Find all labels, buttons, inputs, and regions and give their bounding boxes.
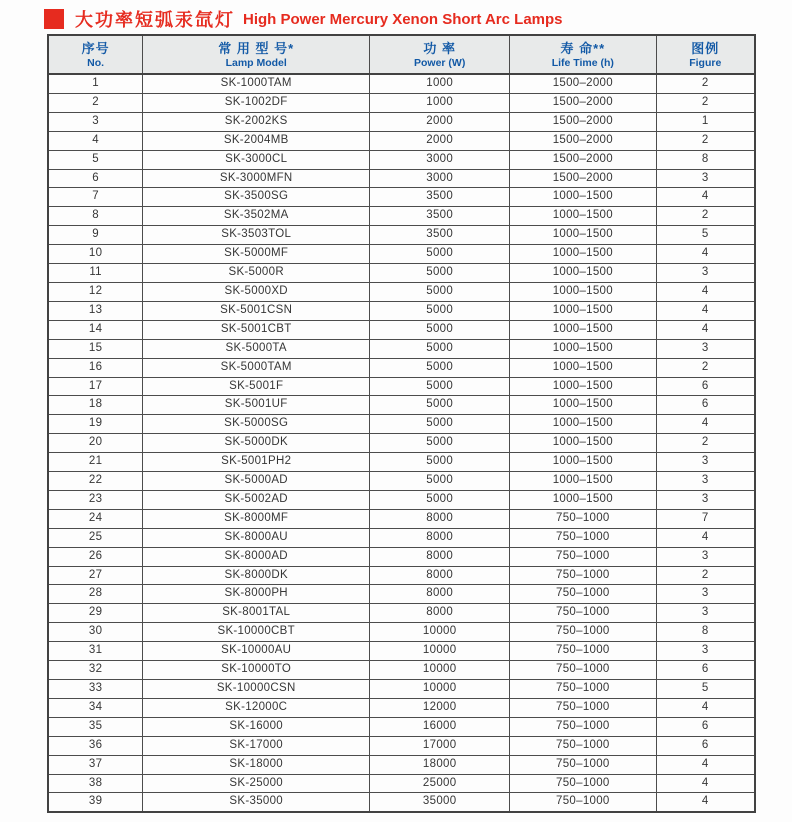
table-row <box>48 698 755 717</box>
cell-figure: 4 <box>656 793 755 812</box>
cell-no: 34 <box>48 698 143 717</box>
table-row <box>48 680 755 699</box>
cell-lamp-model: SK-5000TAM <box>143 358 370 377</box>
cell-no: 28 <box>48 585 143 604</box>
cell-no: 2 <box>48 93 143 112</box>
table-row <box>48 150 755 169</box>
cell-figure: 5 <box>656 226 755 245</box>
cell-figure: 4 <box>656 755 755 774</box>
column-header-figure-en: Figure <box>689 57 722 69</box>
cell-life-time: 750–1000 <box>510 509 656 528</box>
cell-no: 14 <box>48 320 143 339</box>
table-row <box>48 717 755 736</box>
cell-lamp-model: SK-3500SG <box>143 188 370 207</box>
lamp-spec-table <box>47 34 756 813</box>
cell-lamp-model: SK-8000DK <box>143 566 370 585</box>
table-row <box>48 528 755 547</box>
cell-no: 24 <box>48 509 143 528</box>
table-row <box>48 188 755 207</box>
column-header-figure-zh: 图例 <box>691 41 720 56</box>
table-row <box>48 490 755 509</box>
table-row <box>48 377 755 396</box>
table-row <box>48 509 755 528</box>
cell-power: 10000 <box>370 623 510 642</box>
cell-lamp-model: SK-35000 <box>143 793 370 812</box>
cell-power: 5000 <box>370 377 510 396</box>
cell-life-time: 1000–1500 <box>510 264 656 283</box>
column-header-lamp-model <box>143 35 370 74</box>
table-row <box>48 245 755 264</box>
cell-no: 1 <box>48 74 143 93</box>
cell-power: 3500 <box>370 207 510 226</box>
table-row <box>48 339 755 358</box>
cell-life-time: 750–1000 <box>510 717 656 736</box>
cell-lamp-model: SK-10000AU <box>143 642 370 661</box>
table-row <box>48 112 755 131</box>
cell-no: 21 <box>48 453 143 472</box>
cell-lamp-model: SK-17000 <box>143 736 370 755</box>
cell-lamp-model: SK-25000 <box>143 774 370 793</box>
cell-lamp-model: SK-3502MA <box>143 207 370 226</box>
cell-figure: 2 <box>656 566 755 585</box>
column-header-lamp-model-zh: 常 用 型 号* <box>218 41 295 56</box>
cell-power: 10000 <box>370 642 510 661</box>
cell-figure: 3 <box>656 642 755 661</box>
cell-lamp-model: SK-2002KS <box>143 112 370 131</box>
cell-life-time: 750–1000 <box>510 736 656 755</box>
cell-life-time: 1000–1500 <box>510 453 656 472</box>
cell-no: 39 <box>48 793 143 812</box>
cell-power: 3000 <box>370 150 510 169</box>
cell-power: 10000 <box>370 680 510 699</box>
cell-figure: 7 <box>656 509 755 528</box>
cell-lamp-model: SK-8000MF <box>143 509 370 528</box>
column-header-lamp-model-en: Lamp Model <box>225 57 287 69</box>
cell-life-time: 1000–1500 <box>510 490 656 509</box>
cell-life-time: 750–1000 <box>510 623 656 642</box>
table-row <box>48 415 755 434</box>
cell-life-time: 1000–1500 <box>510 377 656 396</box>
cell-lamp-model: SK-5001PH2 <box>143 453 370 472</box>
cell-lamp-model: SK-12000C <box>143 698 370 717</box>
cell-life-time: 750–1000 <box>510 698 656 717</box>
table-row <box>48 642 755 661</box>
cell-power: 16000 <box>370 717 510 736</box>
cell-lamp-model: SK-10000TO <box>143 661 370 680</box>
cell-power: 8000 <box>370 509 510 528</box>
table-row <box>48 472 755 491</box>
table-row <box>48 661 755 680</box>
cell-power: 5000 <box>370 490 510 509</box>
cell-figure: 8 <box>656 623 755 642</box>
cell-no: 38 <box>48 774 143 793</box>
table-row <box>48 207 755 226</box>
cell-no: 33 <box>48 680 143 699</box>
cell-figure: 2 <box>656 434 755 453</box>
table-row <box>48 547 755 566</box>
table-row <box>48 566 755 585</box>
cell-power: 5000 <box>370 358 510 377</box>
cell-no: 31 <box>48 642 143 661</box>
cell-lamp-model: SK-5000TA <box>143 339 370 358</box>
cell-life-time: 1000–1500 <box>510 301 656 320</box>
column-header-no <box>48 35 143 74</box>
cell-figure: 6 <box>656 736 755 755</box>
cell-figure: 4 <box>656 245 755 264</box>
cell-power: 5000 <box>370 282 510 301</box>
cell-no: 16 <box>48 358 143 377</box>
cell-lamp-model: SK-5001CSN <box>143 301 370 320</box>
cell-figure: 4 <box>656 698 755 717</box>
cell-power: 5000 <box>370 320 510 339</box>
cell-power: 8000 <box>370 566 510 585</box>
cell-life-time: 1000–1500 <box>510 245 656 264</box>
cell-power: 5000 <box>370 264 510 283</box>
cell-power: 35000 <box>370 793 510 812</box>
cell-no: 13 <box>48 301 143 320</box>
cell-lamp-model: SK-18000 <box>143 755 370 774</box>
table-row <box>48 623 755 642</box>
cell-power: 5000 <box>370 472 510 491</box>
table-row <box>48 93 755 112</box>
column-header-power-zh: 功 率 <box>423 41 456 56</box>
cell-lamp-model: SK-3503TOL <box>143 226 370 245</box>
cell-no: 35 <box>48 717 143 736</box>
table-row <box>48 396 755 415</box>
cell-figure: 4 <box>656 301 755 320</box>
cell-power: 17000 <box>370 736 510 755</box>
cell-lamp-model: SK-2004MB <box>143 131 370 150</box>
cell-figure: 2 <box>656 74 755 93</box>
cell-life-time: 1500–2000 <box>510 112 656 131</box>
cell-figure: 1 <box>656 112 755 131</box>
cell-figure: 3 <box>656 472 755 491</box>
cell-figure: 3 <box>656 453 755 472</box>
cell-no: 20 <box>48 434 143 453</box>
cell-power: 3500 <box>370 226 510 245</box>
cell-no: 5 <box>48 150 143 169</box>
column-header-power <box>370 35 510 74</box>
cell-no: 17 <box>48 377 143 396</box>
cell-lamp-model: SK-5000XD <box>143 282 370 301</box>
cell-no: 23 <box>48 490 143 509</box>
cell-no: 8 <box>48 207 143 226</box>
cell-life-time: 1000–1500 <box>510 472 656 491</box>
cell-power: 12000 <box>370 698 510 717</box>
cell-power: 5000 <box>370 396 510 415</box>
cell-figure: 3 <box>656 604 755 623</box>
cell-power: 5000 <box>370 453 510 472</box>
cell-life-time: 750–1000 <box>510 755 656 774</box>
cell-lamp-model: SK-16000 <box>143 717 370 736</box>
cell-power: 8000 <box>370 547 510 566</box>
cell-power: 2000 <box>370 112 510 131</box>
cell-power: 5000 <box>370 415 510 434</box>
cell-figure: 2 <box>656 358 755 377</box>
cell-life-time: 750–1000 <box>510 528 656 547</box>
cell-life-time: 1000–1500 <box>510 207 656 226</box>
cell-power: 3000 <box>370 169 510 188</box>
cell-power: 5000 <box>370 434 510 453</box>
cell-life-time: 750–1000 <box>510 566 656 585</box>
cell-no: 10 <box>48 245 143 264</box>
table-row <box>48 453 755 472</box>
cell-lamp-model: SK-10000CSN <box>143 680 370 699</box>
cell-figure: 3 <box>656 169 755 188</box>
table-row <box>48 604 755 623</box>
cell-lamp-model: SK-1002DF <box>143 93 370 112</box>
table-row <box>48 774 755 793</box>
table-row <box>48 226 755 245</box>
cell-no: 3 <box>48 112 143 131</box>
table-row <box>48 358 755 377</box>
table-row <box>48 74 755 93</box>
cell-figure: 8 <box>656 150 755 169</box>
column-header-life-time <box>510 35 656 74</box>
cell-figure: 3 <box>656 490 755 509</box>
cell-no: 12 <box>48 282 143 301</box>
cell-power: 5000 <box>370 301 510 320</box>
cell-figure: 4 <box>656 282 755 301</box>
table-row <box>48 169 755 188</box>
cell-life-time: 750–1000 <box>510 585 656 604</box>
page-header <box>0 0 792 32</box>
column-header-figure <box>656 35 755 74</box>
cell-no: 7 <box>48 188 143 207</box>
column-header-no-zh: 序号 <box>81 41 110 56</box>
cell-lamp-model: SK-5000MF <box>143 245 370 264</box>
column-header-power-en: Power (W) <box>413 57 466 69</box>
cell-no: 26 <box>48 547 143 566</box>
cell-no: 4 <box>48 131 143 150</box>
cell-figure: 2 <box>656 93 755 112</box>
cell-lamp-model: SK-8000AU <box>143 528 370 547</box>
cell-power: 5000 <box>370 339 510 358</box>
cell-life-time: 1000–1500 <box>510 320 656 339</box>
table-row <box>48 736 755 755</box>
cell-power: 3500 <box>370 188 510 207</box>
cell-lamp-model: SK-5000AD <box>143 472 370 491</box>
page-title-english: High Power Mercury Xenon Short Arc Lamps <box>243 10 563 28</box>
cell-life-time: 750–1000 <box>510 793 656 812</box>
cell-power: 8000 <box>370 528 510 547</box>
cell-lamp-model: SK-5001CBT <box>143 320 370 339</box>
cell-life-time: 750–1000 <box>510 642 656 661</box>
cell-life-time: 1000–1500 <box>510 282 656 301</box>
table-row <box>48 434 755 453</box>
cell-lamp-model: SK-5000SG <box>143 415 370 434</box>
cell-lamp-model: SK-8000PH <box>143 585 370 604</box>
cell-figure: 3 <box>656 264 755 283</box>
cell-power: 8000 <box>370 585 510 604</box>
cell-lamp-model: SK-5000DK <box>143 434 370 453</box>
cell-lamp-model: SK-8000AD <box>143 547 370 566</box>
cell-life-time: 1000–1500 <box>510 339 656 358</box>
cell-no: 27 <box>48 566 143 585</box>
cell-lamp-model: SK-1000TAM <box>143 74 370 93</box>
cell-power: 18000 <box>370 755 510 774</box>
cell-life-time: 1500–2000 <box>510 150 656 169</box>
cell-no: 19 <box>48 415 143 434</box>
cell-lamp-model: SK-8001TAL <box>143 604 370 623</box>
cell-no: 30 <box>48 623 143 642</box>
cell-figure: 3 <box>656 339 755 358</box>
cell-figure: 4 <box>656 774 755 793</box>
table-row <box>48 585 755 604</box>
cell-no: 11 <box>48 264 143 283</box>
cell-lamp-model: SK-5001F <box>143 377 370 396</box>
cell-no: 18 <box>48 396 143 415</box>
cell-figure: 6 <box>656 377 755 396</box>
cell-no: 29 <box>48 604 143 623</box>
cell-life-time: 1000–1500 <box>510 434 656 453</box>
cell-no: 9 <box>48 226 143 245</box>
table-row <box>48 282 755 301</box>
cell-no: 15 <box>48 339 143 358</box>
cell-figure: 4 <box>656 188 755 207</box>
cell-life-time: 1500–2000 <box>510 131 656 150</box>
cell-life-time: 1000–1500 <box>510 358 656 377</box>
cell-no: 32 <box>48 661 143 680</box>
cell-life-time: 1500–2000 <box>510 74 656 93</box>
table-row <box>48 320 755 339</box>
table-row <box>48 793 755 812</box>
cell-figure: 4 <box>656 320 755 339</box>
table-row <box>48 264 755 283</box>
cell-life-time: 1000–1500 <box>510 415 656 434</box>
cell-figure: 5 <box>656 680 755 699</box>
table-row <box>48 301 755 320</box>
table-row <box>48 755 755 774</box>
cell-lamp-model: SK-5002AD <box>143 490 370 509</box>
cell-figure: 2 <box>656 131 755 150</box>
cell-figure: 4 <box>656 528 755 547</box>
cell-power: 25000 <box>370 774 510 793</box>
cell-power: 8000 <box>370 604 510 623</box>
cell-life-time: 1000–1500 <box>510 188 656 207</box>
cell-lamp-model: SK-5000R <box>143 264 370 283</box>
cell-power: 1000 <box>370 93 510 112</box>
cell-figure: 6 <box>656 396 755 415</box>
cell-figure: 4 <box>656 415 755 434</box>
lamp-table-body <box>48 74 755 812</box>
cell-no: 22 <box>48 472 143 491</box>
cell-life-time: 750–1000 <box>510 661 656 680</box>
cell-figure: 3 <box>656 547 755 566</box>
cell-power: 2000 <box>370 131 510 150</box>
cell-lamp-model: SK-5001UF <box>143 396 370 415</box>
cell-life-time: 750–1000 <box>510 604 656 623</box>
table-row <box>48 131 755 150</box>
cell-figure: 6 <box>656 661 755 680</box>
cell-life-time: 1500–2000 <box>510 169 656 188</box>
cell-lamp-model: SK-3000MFN <box>143 169 370 188</box>
cell-lamp-model: SK-10000CBT <box>143 623 370 642</box>
cell-life-time: 750–1000 <box>510 680 656 699</box>
cell-life-time: 750–1000 <box>510 547 656 566</box>
column-header-life-time-zh: 寿 命** <box>560 41 606 56</box>
red-square-bullet-icon <box>44 9 64 29</box>
cell-figure: 6 <box>656 717 755 736</box>
cell-no: 25 <box>48 528 143 547</box>
cell-life-time: 1000–1500 <box>510 396 656 415</box>
table-header-row <box>48 35 755 74</box>
cell-figure: 2 <box>656 207 755 226</box>
cell-lamp-model: SK-3000CL <box>143 150 370 169</box>
cell-life-time: 1000–1500 <box>510 226 656 245</box>
cell-power: 5000 <box>370 245 510 264</box>
column-header-life-time-en: Life Time (h) <box>551 57 614 69</box>
column-header-no-en: No. <box>87 57 105 69</box>
cell-no: 6 <box>48 169 143 188</box>
cell-power: 1000 <box>370 74 510 93</box>
cell-no: 37 <box>48 755 143 774</box>
page-title-chinese: 大功率短弧汞氙灯 <box>75 10 235 30</box>
cell-no: 36 <box>48 736 143 755</box>
cell-life-time: 750–1000 <box>510 774 656 793</box>
cell-life-time: 1500–2000 <box>510 93 656 112</box>
cell-power: 10000 <box>370 661 510 680</box>
cell-figure: 3 <box>656 585 755 604</box>
